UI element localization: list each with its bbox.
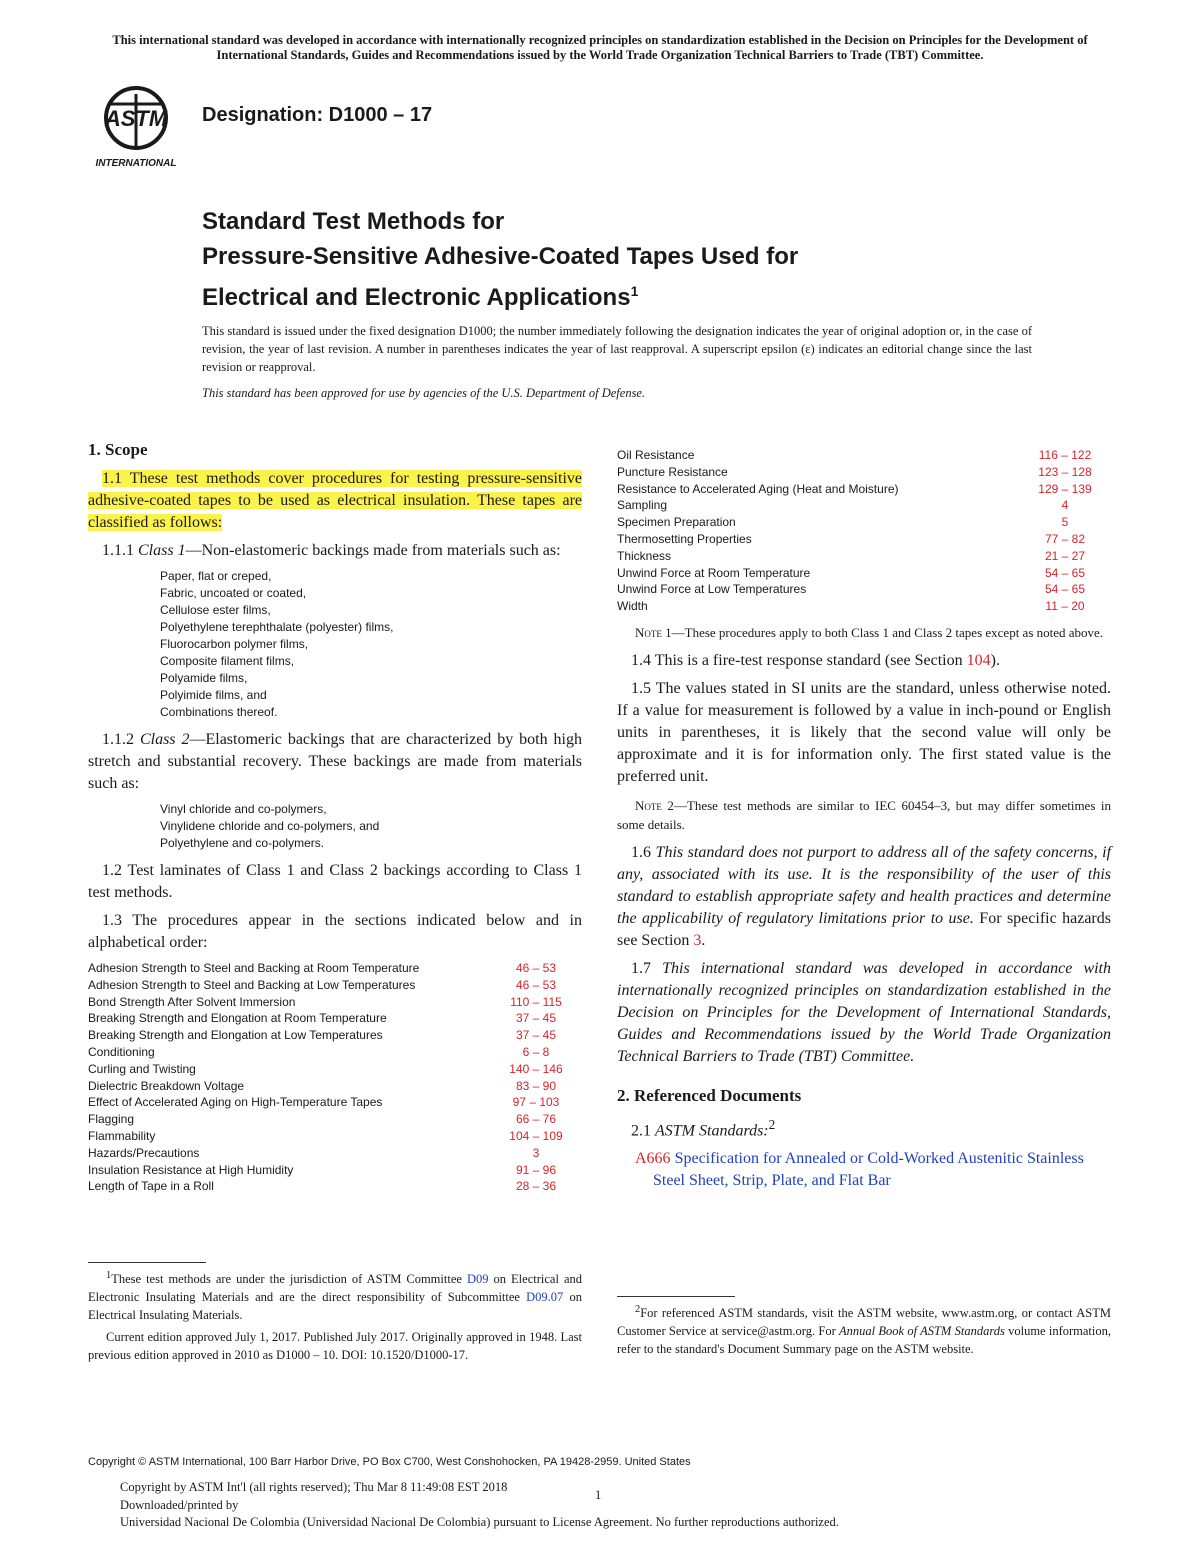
- toc-row: [617, 548, 1111, 565]
- material-item: Composite filament films,: [160, 654, 295, 668]
- toc-section-link[interactable]: 28 – 36: [515, 1179, 557, 1194]
- toc-topic: Curling and Twisting: [88, 1061, 196, 1076]
- class1-material-list: [160, 568, 582, 721]
- toc-topic: Flagging: [88, 1112, 135, 1127]
- toc-topic: Resistance to Accelerated Aging (Heat and Moisture): [617, 481, 899, 496]
- d09-link[interactable]: D09: [466, 1272, 489, 1287]
- document-title: [202, 204, 1102, 315]
- left-column: [88, 440, 582, 1195]
- toc-topic: Unwind Force at Room Temperature: [617, 565, 811, 580]
- toc-row: [88, 1178, 582, 1195]
- toc-topic: Unwind Force at Low Temperatures: [617, 582, 807, 597]
- toc-row: [88, 960, 582, 977]
- footnotes-left: [88, 1262, 582, 1364]
- toc-section-link[interactable]: 140 – 146: [509, 1061, 563, 1076]
- toc-topic: Thickness: [617, 548, 672, 563]
- toc-row: [617, 497, 1111, 514]
- d0907-link[interactable]: D09.07: [526, 1290, 564, 1305]
- toc-row: [88, 1027, 582, 1044]
- toc-row: [88, 1044, 582, 1061]
- toc-section-link[interactable]: 46 – 53: [515, 977, 557, 992]
- toc-row: [617, 514, 1111, 531]
- material-item: Fabric, uncoated or coated,: [160, 586, 307, 600]
- footnotes-right: [617, 1296, 1111, 1358]
- license-block: [120, 1479, 839, 1532]
- issue-note: This standard is issued under the fixed designation D1000; the number immediately following the designation indicates the year of original adoption or, in the case of revision, the year of last revision. A number in parentheses indicates the year of last reapproval. A superscript epsilon (ε) indicates an editorial change since the last revision or reapproval.: [202, 324, 1032, 374]
- footnote-1-edition: Current edition approved July 1, 2017. Published July 2017. Originally approved in 1948. Last previous edition approved in 2010 as D1000 – 10. DOI: 10.1520/D1000-17.: [88, 1330, 582, 1363]
- a666-title-link[interactable]: Specification for Annealed or Cold-Worked Austenitic Stainless Steel Sheet, Strip, Plate, and Flat Bar: [653, 1150, 1084, 1190]
- toc-section-link[interactable]: 6 – 8: [522, 1044, 550, 1059]
- toc-row: [617, 464, 1111, 481]
- astm-logo: [88, 84, 188, 170]
- material-item: Fluorocarbon polymer films,: [160, 637, 309, 651]
- dod-approval-note: This standard has been approved for use by agencies of the U.S. Department of Defense.: [202, 386, 646, 400]
- scope-1-4: 1.4 This is a fire-test response standard (see Section 104).: [631, 651, 1000, 669]
- toc-section-link[interactable]: 5: [1061, 515, 1069, 530]
- toc-row: [88, 1010, 582, 1027]
- toc-row: [617, 565, 1111, 582]
- toc-topic: Adhesion Strength to Steel and Backing at Room Temperature: [88, 961, 420, 975]
- material-item: Polyamide films,: [160, 671, 248, 685]
- toc-topic: Puncture Resistance: [617, 464, 728, 479]
- footnote-2: $^2$For referenced ASTM standards, visit the ASTM website, www.astm.org, or contact ASTM Customer Service at service@astm.org. For Annual Book of ASTM Standards volume information, refer to the standard's Document Summary page on the ASTM website.: [617, 1304, 1112, 1357]
- scope-1-7: 1.7 This international standard was developed in accordance with internationally recognized principles on standardization established in the Decision on Principles for the Development of International Standards, Guides and Recommendations issued by the World Trade Organization Technical Barriers to Trade (TBT) Committee.: [617, 959, 1112, 1065]
- toc-section-link[interactable]: 54 – 65: [1044, 582, 1086, 597]
- toc-section-link[interactable]: 91 – 96: [515, 1162, 557, 1177]
- title-line-1: Standard Test Methods for: [202, 208, 505, 235]
- material-item: Combinations thereof.: [160, 705, 278, 719]
- toc-topic: Flammability: [88, 1128, 156, 1143]
- toc-row: [617, 581, 1111, 598]
- material-item: Vinylidene chloride and co-polymers, and: [160, 819, 380, 833]
- page-number: 1: [595, 1488, 602, 1502]
- footnote-1: $^1$These test methods are under the jurisdiction of ASTM Committee D09 on Electrical and Electronic Insulating Materials and are the direct responsibility of Subcommittee D09.07 on Electrical Insulating Materials.: [88, 1270, 582, 1323]
- toc-section-link[interactable]: 77 – 82: [1044, 531, 1086, 546]
- toc-section-link[interactable]: 83 – 90: [515, 1078, 557, 1093]
- toc-section-link[interactable]: 54 – 65: [1044, 565, 1086, 580]
- designation: Designation: D1000 – 17: [202, 104, 433, 126]
- scope-1-1-1: 1.1.1 Class 1—Non-elastomeric backings made from materials such as:: [102, 542, 561, 559]
- toc-row: [617, 531, 1111, 548]
- material-item: Polyethylene terephthalate (polyester) films,: [160, 620, 394, 634]
- toc-section-link[interactable]: 21 – 27: [1044, 548, 1086, 563]
- toc-section-link[interactable]: 37 – 45: [515, 1028, 557, 1043]
- scope-1-2: 1.2 Test laminates of Class 1 and Class 2 backings according to Class 1 test methods.: [88, 862, 582, 901]
- toc-topic: Specimen Preparation: [617, 515, 736, 530]
- toc-section-link[interactable]: 4: [1061, 498, 1069, 513]
- toc-section-link[interactable]: 66 – 76: [515, 1112, 557, 1127]
- material-item: Cellulose ester films,: [160, 603, 271, 617]
- toc-table-right: [617, 447, 1111, 615]
- toc-row: [617, 447, 1111, 464]
- toc-row: [88, 1162, 582, 1179]
- toc-section-link[interactable]: 97 – 103: [512, 1095, 560, 1110]
- toc-row: [88, 1061, 582, 1078]
- footnote-rule: [88, 1262, 206, 1263]
- toc-row: [88, 1094, 582, 1111]
- title-line-3: Electrical and Electronic Applications: [202, 284, 631, 311]
- toc-row: [88, 994, 582, 1011]
- toc-row: [88, 1145, 582, 1162]
- toc-topic: Width: [617, 599, 648, 614]
- title-line-2: Pressure-Sensitive Adhesive-Coated Tapes Used for: [202, 243, 799, 270]
- footnote-rule: [617, 1296, 735, 1297]
- toc-topic: Insulation Resistance at High Humidity: [88, 1162, 294, 1177]
- toc-row: [88, 1078, 582, 1095]
- material-item: Polyethylene and co-polymers.: [160, 836, 325, 850]
- toc-section-link[interactable]: 123 – 128: [1038, 464, 1092, 479]
- a666-reference[interactable]: [617, 1148, 1111, 1192]
- material-item: Vinyl chloride and co-polymers,: [160, 802, 327, 816]
- toc-topic: Adhesion Strength to Steel and Backing at Low Temperatures: [88, 977, 416, 992]
- toc-topic: Sampling: [617, 498, 668, 513]
- scope-1-3: 1.3 The procedures appear in the sections indicated below and in alphabetical order:: [88, 912, 582, 951]
- toc-table-left: [88, 960, 582, 1195]
- toc-topic: Oil Resistance: [617, 448, 695, 462]
- scope-1-1-highlighted: 1.1 These test methods cover procedures for testing pressure-sensitive adhesive-coated tapes to be used as electrical insulation. These tapes are classified as follows:: [88, 470, 582, 531]
- license-line-2: Downloaded/printed by: [120, 1497, 239, 1512]
- toc-topic: Length of Tape in a Roll: [88, 1179, 214, 1194]
- license-line-1: Copyright by ASTM Int'l (all rights reserved); Thu Mar 8 11:49:08 EST 2018: [120, 1480, 508, 1494]
- scope-1-1-2: 1.1.2 Class 2—Elastomeric backings that are characterized by both high stretch and substantial recovery. These backings are made from materials such as:: [88, 731, 583, 792]
- toc-section-link[interactable]: 110 – 115: [510, 994, 562, 1009]
- toc-section-link[interactable]: 104 – 109: [509, 1128, 563, 1143]
- section-104-link[interactable]: 104: [966, 651, 991, 669]
- note-1: Note 1—These procedures apply to both Class 1 and Class 2 tapes except as noted above.: [635, 624, 1104, 640]
- right-column: [617, 447, 1111, 1192]
- scope-1-6: 1.6 This standard does not purport to address all of the safety concerns, if any, associated with its use. It is the responsibility of the user of this standard to establish appropriate safety and health practices and determine the applicability of regulatory limitations prior to use. For specific hazards see Section 3.: [617, 843, 1112, 949]
- copyright-line: Copyright © ASTM International, 100 Barr Harbor Drive, PO Box C700, West Conshohocken, PA 19428-2959. United States: [88, 1456, 691, 1468]
- toc-section-link[interactable]: 11 – 20: [1045, 599, 1085, 614]
- license-line-3: Universidad Nacional De Colombia (Universidad Nacional De Colombia) pursuant to License Agreement. No further reproductions authorized.: [120, 1515, 839, 1529]
- material-item: Paper, flat or creped,: [160, 569, 272, 583]
- toc-topic: Dielectric Breakdown Voltage: [88, 1078, 245, 1093]
- ref-2-1: 2.1 ASTM Standards:$^2$: [631, 1116, 776, 1140]
- toc-topic: Breaking Strength and Elongation at Room Temperature: [88, 1011, 387, 1026]
- toc-topic: Thermosetting Properties: [617, 531, 752, 546]
- section-3-link[interactable]: 3: [693, 931, 702, 949]
- class2-material-list: [160, 801, 582, 852]
- toc-section-link[interactable]: 116 – 122: [1038, 448, 1092, 462]
- toc-row: [88, 1111, 582, 1128]
- toc-row: [88, 1128, 582, 1145]
- toc-row: [617, 598, 1111, 615]
- toc-row: [88, 977, 582, 994]
- toc-topic: Effect of Accelerated Aging on High-Temperature Tapes: [88, 1095, 383, 1110]
- toc-topic: Breaking Strength and Elongation at Low Temperatures: [88, 1028, 383, 1043]
- scope-1-5: 1.5 The values stated in SI units are the standard, unless otherwise noted. If a value for measurement is followed by a value in inch-pound or English units in parentheses, it is likely that the second value will only be approximate and it is for information only. The first stated value is the preferred unit.: [617, 679, 1111, 785]
- scope-heading: 1. Scope: [88, 440, 148, 459]
- material-item: Polyimide films, and: [160, 688, 267, 702]
- toc-topic: Bond Strength After Solvent Immersion: [88, 994, 296, 1009]
- toc-section-link[interactable]: 37 – 45: [515, 1011, 557, 1026]
- title-footnote-mark: 1: [630, 283, 639, 299]
- a666-code-link[interactable]: A666: [635, 1150, 671, 1168]
- toc-topic: Hazards/Precautions: [88, 1145, 200, 1160]
- logo-subtext: INTERNATIONAL: [95, 158, 177, 169]
- toc-section-link[interactable]: 129 – 139: [1038, 481, 1092, 496]
- logo-text: ASTM: [104, 106, 168, 131]
- referenced-documents-heading: 2. Referenced Documents: [617, 1085, 802, 1105]
- note-2: Note 2—These test methods are similar to IEC 60454–3, but may differ sometimes in some details.: [617, 797, 1111, 832]
- toc-topic: Conditioning: [88, 1044, 155, 1059]
- tbt-notice: This international standard was developed in accordance with internationally recognized principles on standardization established in the Decision on Principles for the Development of International Standards, Guides and Recommendations issued by the World Trade Organization Technical Barriers to Trade (TBT) Committee.: [112, 33, 1088, 62]
- toc-section-link[interactable]: 46 – 53: [515, 961, 557, 975]
- toc-section-link[interactable]: 3: [532, 1145, 540, 1160]
- toc-row: [617, 481, 1111, 498]
